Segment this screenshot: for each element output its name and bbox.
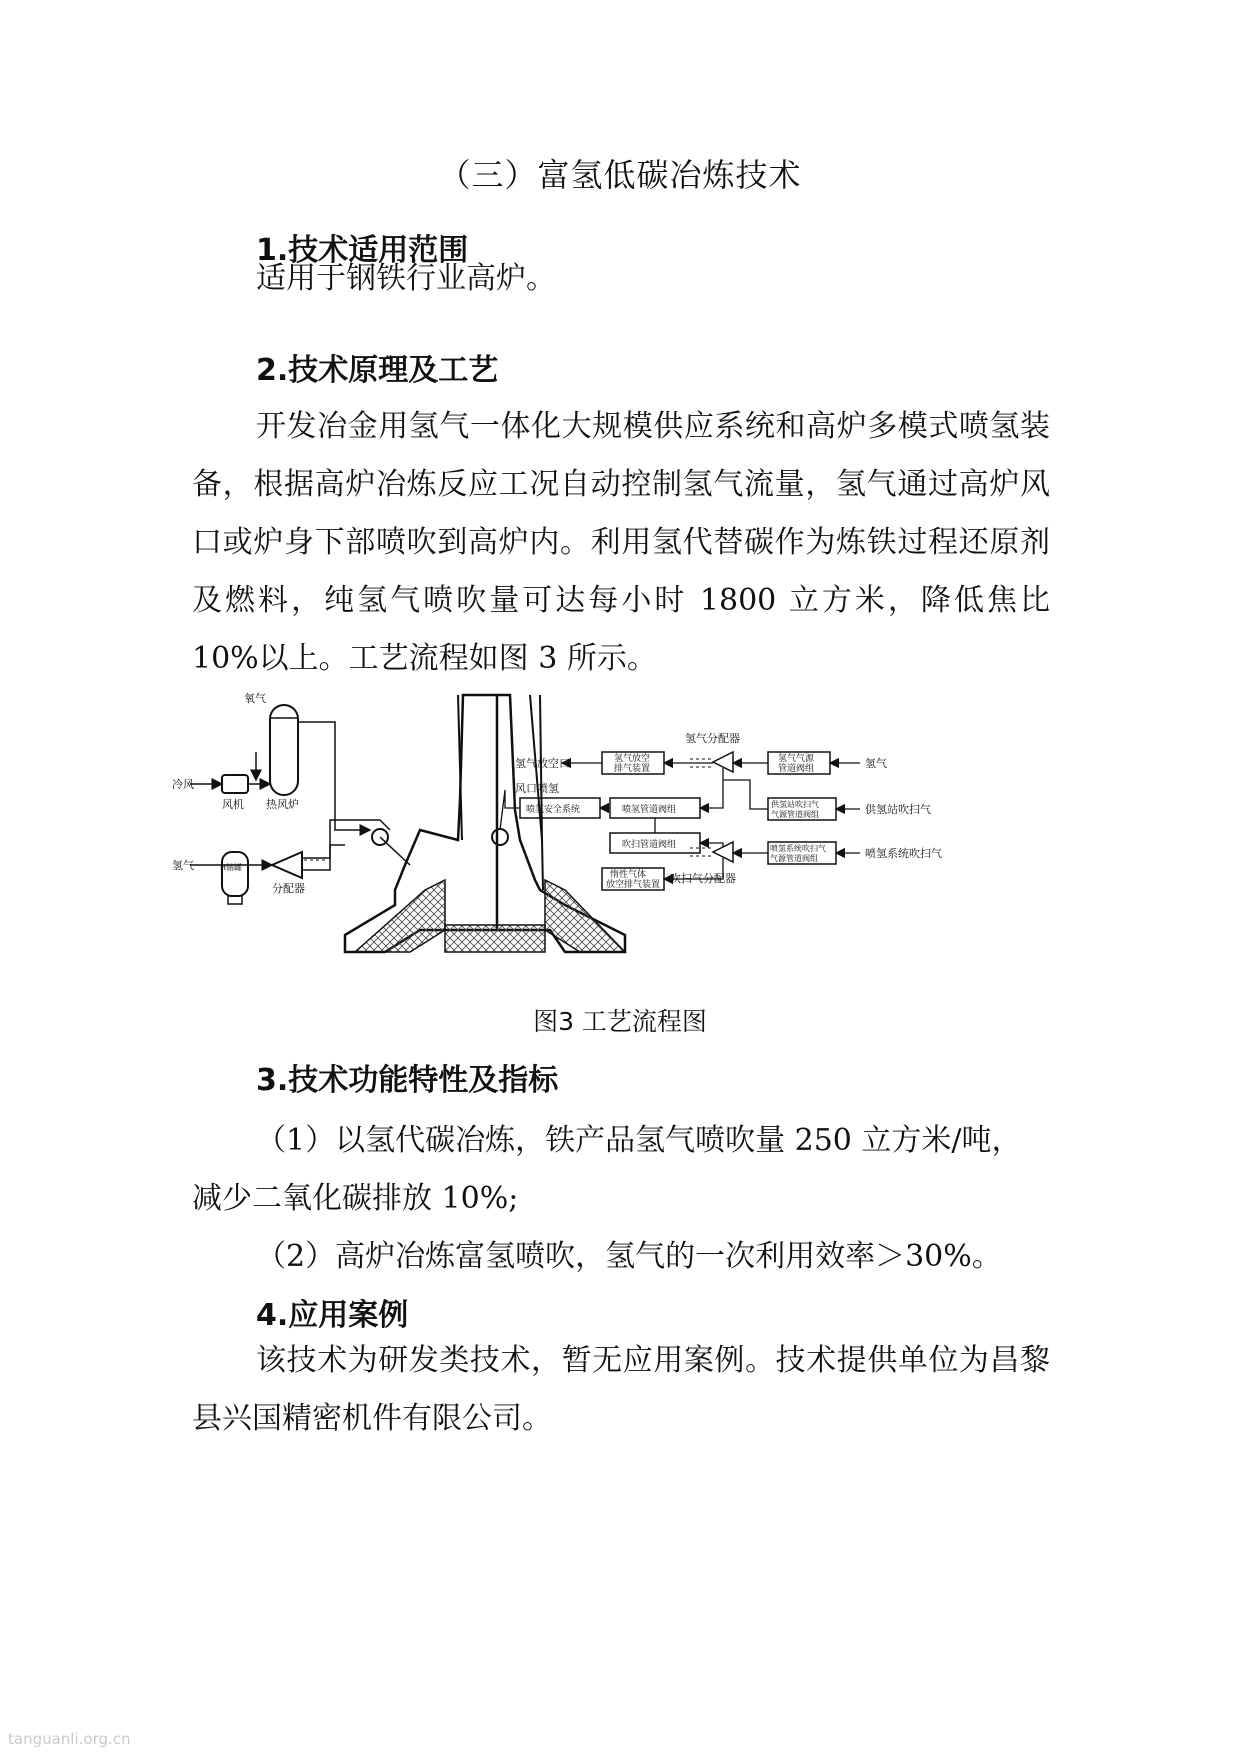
label-h2-source-2: 管道阀组 [778, 764, 815, 774]
hydrogen-tank [222, 852, 248, 904]
label-h2-vent-device-1: 氢气放空 [614, 754, 651, 764]
figure-caption: 图3 工艺流程图 [533, 1007, 707, 1036]
label-purge-valve: 吹扫管道阀组 [622, 840, 677, 850]
label-inj-purge-1: 喷氢系统吹扫气 [770, 844, 826, 853]
label-inj-purge-source: 喷氢系统吹扫气 [865, 847, 942, 860]
label-tuyere-injection: 风口喷氢 [515, 782, 559, 795]
label-fan: 风机 [222, 798, 244, 811]
label-inert-2: 放空排气装置 [606, 880, 661, 890]
fan-box [222, 775, 248, 793]
distributor-triangle [272, 852, 302, 878]
label-hydrogen-left: 氢气 [172, 859, 194, 872]
section-text-cases: 该技术为研发类技术，暂无应用案例。技术提供单位为昌黎县兴国精密机件有限公司。 [192, 1343, 1050, 1436]
label-supply-purge-2: 气源管道阀组 [771, 810, 819, 819]
label-supply-purge-source: 供氢站吹扫气 [865, 803, 931, 816]
section-heading-principle: 2.技术原理及工艺 [256, 353, 499, 388]
label-purge-distributor: 吹扫气分配器 [670, 872, 736, 885]
label-cold-air: 冷风 [172, 778, 194, 791]
label-injection-valve: 喷氢管道阀组 [622, 805, 677, 815]
feature-item-2: （2）高炉冶炼富氢喷吹，氢气的一次利用效率＞30%。 [256, 1239, 1002, 1274]
section-text-principle: 开发冶金用氢气一体化大规模供应系统和高炉多模式喷氢装备，根据高炉冶炼反应工况自动控制氢气流量，氢气通过高炉风口或炉身下部喷吹到高炉内。利用氢代替碳作为炼铁过程还原剂及燃料，纯氢气喷吹量可达每小时 1800 立方米，降低焦比 10%以上。工艺流程如图 3 所示。 [192, 409, 1050, 676]
label-h2-vent-device-2: 排气装置 [614, 764, 651, 774]
page-title: （三）富氢低碳冶炼技术 [438, 156, 802, 194]
label-inj-purge-2: 气源管道阀组 [770, 854, 818, 863]
process-flow-diagram [170, 690, 1070, 995]
label-safety-system: 喷氢安全系统 [526, 805, 581, 815]
feature-item-1-line-1: （1）以氢代碳冶炼，铁产品氢气喷吹量 250 立方米/吨， [256, 1123, 1022, 1158]
section-heading-scope: 1.技术适用范围 [256, 233, 469, 268]
label-hot-stove: 热风炉 [266, 798, 299, 811]
section-text-scope: 适用于钢铁行业高炉。 [256, 261, 556, 296]
label-hydrogen-right: 氢气 [865, 757, 887, 770]
label-h2-source-1: 氢气气源 [778, 754, 815, 764]
label-h2-vent: 氢气放空口 [515, 757, 570, 770]
section-heading-cases: 4.应用案例 [256, 1298, 409, 1333]
section-heading-features: 3.技术功能特性及指标 [256, 1063, 559, 1098]
label-h2-distributor: 氢气分配器 [685, 732, 740, 745]
watermark: tanguanli.org.cn [8, 1730, 131, 1748]
label-distributor: 分配器 [272, 882, 305, 895]
hot-stove [270, 705, 298, 795]
label-oxygen: 氧气 [244, 692, 266, 705]
label-inert-1: 惰性气体 [610, 870, 647, 880]
label-supply-purge-1: 供氢站吹扫气 [771, 800, 819, 809]
feature-item-1-line-2: 减少二氧化碳排放 10%; [192, 1181, 519, 1216]
left-flow-lines [190, 722, 410, 870]
blast-furnace [345, 695, 625, 952]
label-hydrogen-tank: H储罐 [220, 863, 243, 872]
